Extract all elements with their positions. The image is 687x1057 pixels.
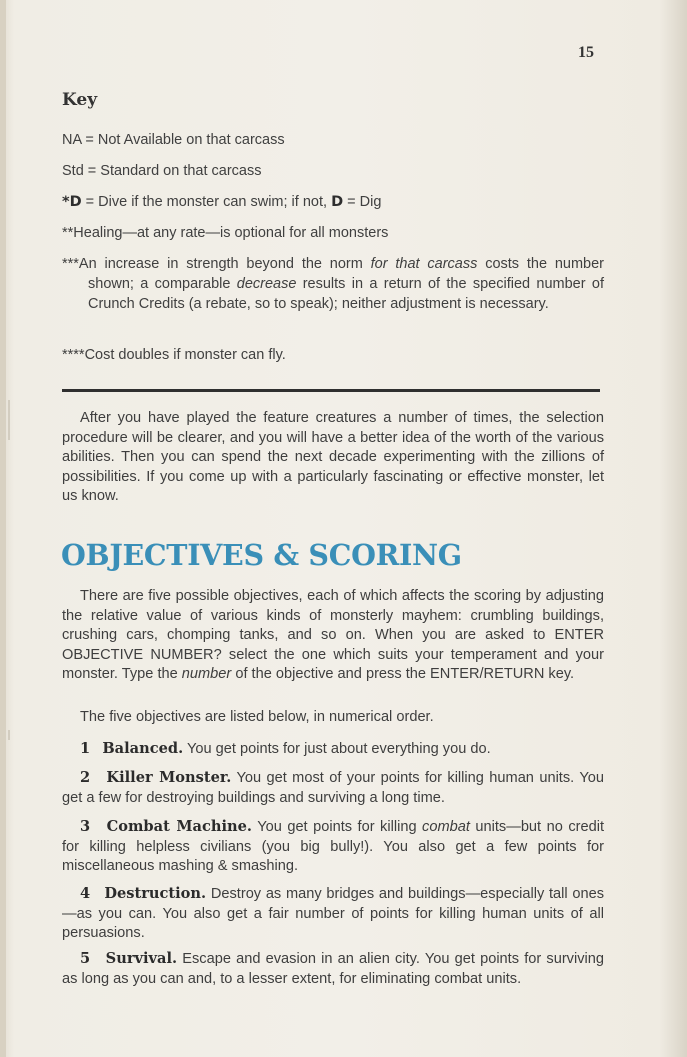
objectives-text-a: There are five possible objectives, each of which affects the scoring by adjusting the relative value of various kinds of monsterly mayhem: crumbling buildings, crushing cars, chomping tanks, and so on. When you are asked to ENTER OBJECTIVE NUMBER? select the one which suits your temperament and your monster. Type the	[62, 588, 604, 683]
objective-number: 3	[80, 818, 91, 835]
dig-text: = Dig	[343, 194, 382, 210]
dig-symbol: D	[331, 194, 344, 210]
objective-text: Destroy as many bridges and buildings—especially tall ones—as you can. You also get a fair number of points for killing human units of all persuasions.	[62, 886, 604, 942]
strength-rest: results in a return of the specified number of Crunch Credits (a rebate, so to speak); neither adjustment is necessary.	[88, 276, 604, 312]
na-symbol: NA	[62, 132, 82, 148]
objective-number: 2	[80, 769, 91, 786]
paper-mark	[8, 400, 10, 440]
objective-text-a: You get points for killing	[251, 819, 423, 835]
objectives-list-intro	[62, 708, 604, 728]
page-number: 15	[578, 44, 594, 61]
dive-text: = Dive if the monster can swim; if not,	[81, 194, 332, 210]
std-text: = Standard on that carcass	[83, 163, 262, 179]
key-std-line	[62, 161, 582, 181]
objective-number: 1	[80, 740, 91, 757]
objective-text: You get points for just about everything you do.	[183, 741, 491, 757]
key-strength-note	[62, 254, 604, 314]
key-fly-line: ****Cost doubles if monster can fly.	[62, 347, 286, 363]
section-divider-rule	[62, 389, 600, 392]
objective-name: Combat Machine.	[106, 818, 252, 835]
objective-item	[62, 884, 604, 944]
strength-mid: costs the number shown; a comparable	[88, 256, 604, 292]
na-text: = Not Available on that carcass	[81, 132, 285, 148]
objective-text: Escape and evasion in an alien city. You get points for surviving as long as you can and, to a lesser extent, for eliminating combat units.	[62, 951, 604, 987]
strength-italic-carcass: for that carcass	[370, 256, 478, 272]
objective-name: Killer Monster.	[106, 769, 232, 786]
objective-name: Survival.	[105, 950, 178, 967]
key-heading: Key	[62, 90, 98, 110]
key-healing-line: **Healing—at any rate—is optional for all monsters	[62, 225, 389, 241]
objectives-text-italic: number	[181, 666, 232, 683]
objective-name: Destruction.	[104, 885, 207, 902]
objective-item	[62, 739, 604, 760]
objective-number: 4	[80, 885, 91, 902]
page-spine-shadow	[0, 0, 6, 1057]
dive-prefix: *	[62, 194, 70, 210]
intro-text: After you have played the feature creatures a number of times, the selection procedure will be clearer, and you will have a better idea of the worth of the various abilities. Then you can spend the next decade experimenting with the zillions of possibilities. If you come up with a particularly fascinating or effective monster, let us know.	[62, 410, 604, 505]
objective-name: Balanced.	[102, 740, 184, 757]
intro-paragraph	[62, 409, 604, 507]
objective-item	[62, 817, 604, 877]
objective-item	[62, 949, 604, 989]
dive-symbol: D	[69, 194, 82, 210]
key-na-line	[62, 130, 582, 150]
objective-item	[62, 768, 604, 808]
strength-prefix: ***An increase in strength beyond the norm	[62, 256, 371, 272]
paper-mark	[8, 730, 10, 740]
list-intro-text: The five objectives are listed below, in numerical order.	[80, 709, 434, 725]
objective-text-b: units—but no credit for killing helpless civilians (you big bully!). You also get a few points for miscellaneous mashing & smashing.	[62, 819, 605, 875]
objective-text: You get most of your points for killing human units. You get a few for destroying buildings and surviving a long time.	[62, 770, 604, 806]
std-symbol: Std	[62, 163, 84, 179]
objective-number: 5	[80, 950, 91, 967]
strength-italic-decrease: decrease	[236, 276, 297, 292]
key-dive-line	[62, 192, 582, 212]
objectives-paragraph	[62, 587, 604, 685]
objective-text-italic: combat	[422, 819, 470, 835]
objectives-text-b: of the objective and press the ENTER/RETURN key.	[231, 666, 575, 683]
section-title: OBJECTIVES & SCORING	[61, 538, 462, 572]
